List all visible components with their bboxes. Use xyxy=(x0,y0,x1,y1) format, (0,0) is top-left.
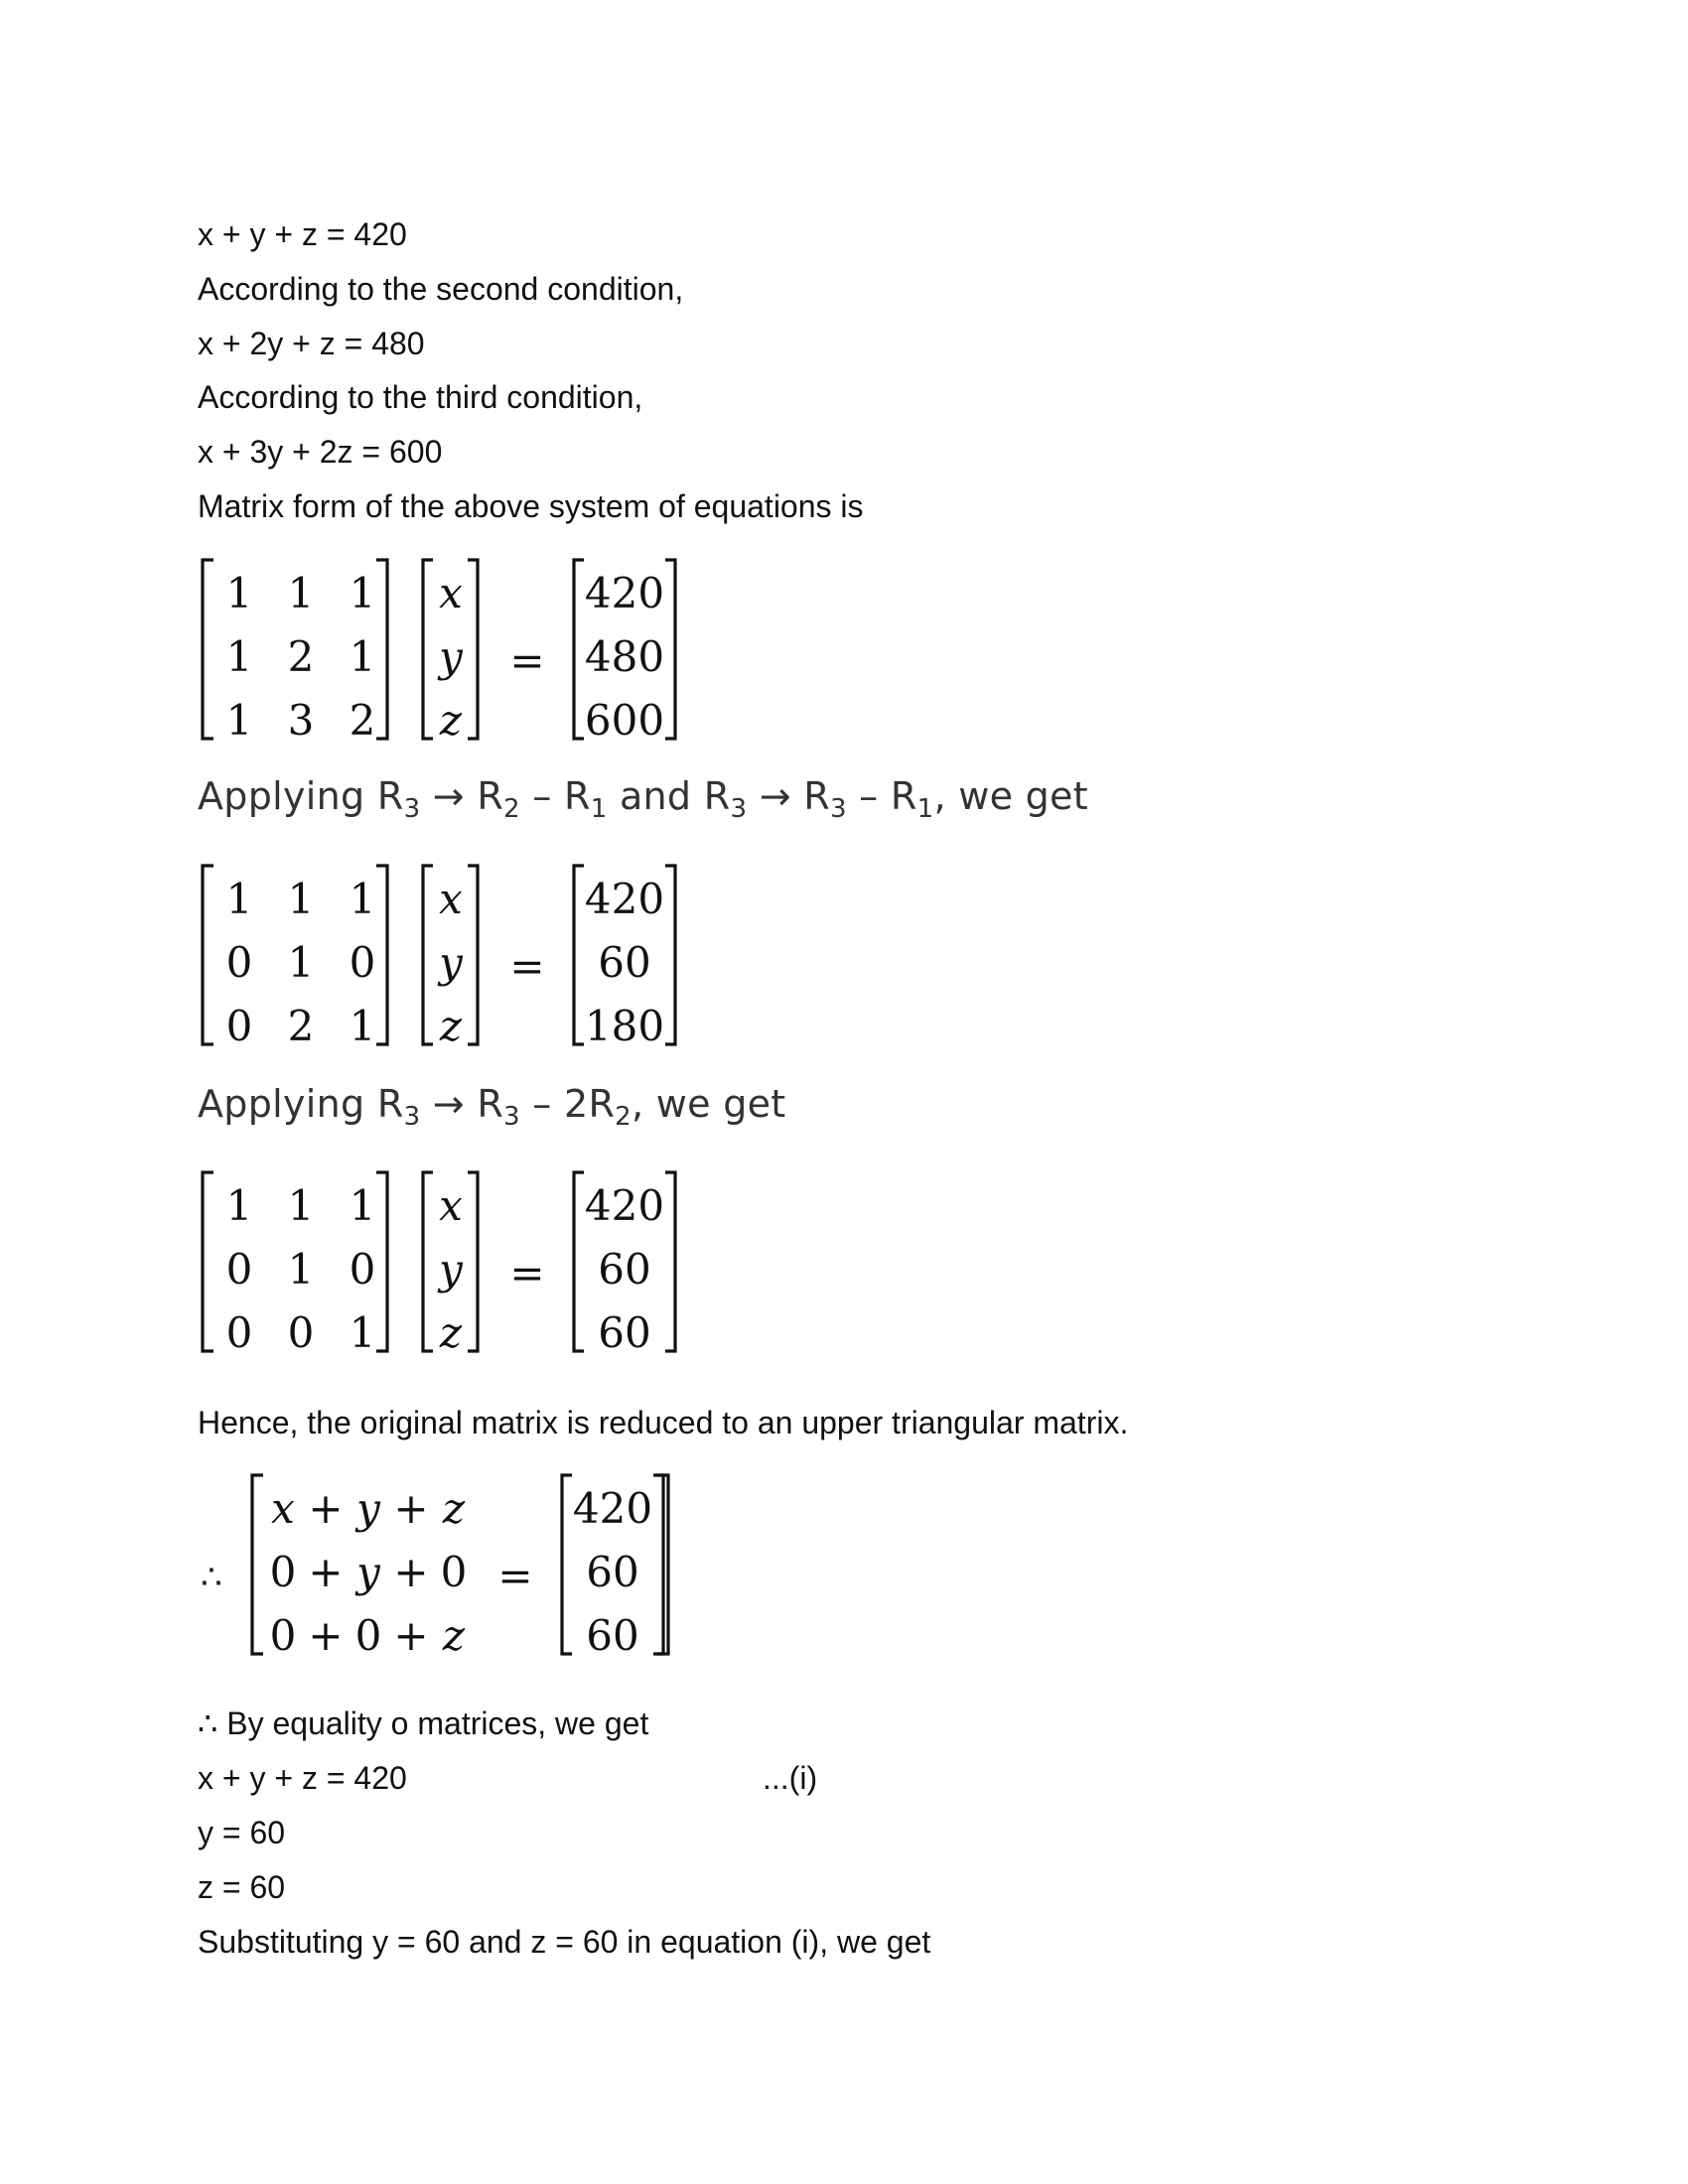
constant-value: 420 xyxy=(572,1484,653,1533)
matrix-form-text: Matrix form of the above system of equations is xyxy=(198,488,864,524)
bracket xyxy=(423,1172,433,1351)
we-get-text: , we get xyxy=(632,1082,786,1126)
matrix-cell: 1 xyxy=(225,569,253,617)
matrix-cell: 1 xyxy=(287,1245,315,1294)
bracket xyxy=(574,560,584,739)
matrix-equation-4 xyxy=(198,1469,893,1660)
matrix-cell: 0 xyxy=(225,1245,253,1294)
matrix-equation-3 xyxy=(198,1166,714,1357)
row-symbol: R xyxy=(703,774,731,818)
matrix-cell: 1 xyxy=(225,632,253,681)
bracket xyxy=(468,560,478,739)
equation-second-condition: x + 2y + z = 480 xyxy=(198,326,425,361)
vector-variable: y xyxy=(439,1245,463,1294)
vector-variable: z xyxy=(439,1308,463,1357)
vector-variable: z xyxy=(439,1002,463,1050)
vector-variable: y xyxy=(439,632,463,681)
row-symbol: R xyxy=(890,774,917,818)
row-symbol: R xyxy=(477,1082,504,1126)
matrix-cell: 0 xyxy=(225,938,253,987)
matrix-cell: 1 xyxy=(225,875,253,923)
expression-term: z xyxy=(442,1484,466,1533)
bracket xyxy=(252,1475,263,1654)
arrow-symbol: → xyxy=(759,774,791,818)
minus-symbol: – xyxy=(859,774,879,818)
row-index: 3 xyxy=(403,794,421,824)
constant-value: 420 xyxy=(584,875,665,923)
matrix-equation-2 xyxy=(198,860,714,1050)
bracket xyxy=(423,866,433,1044)
bracket xyxy=(203,1172,213,1351)
applying-word: Applying xyxy=(198,1082,365,1126)
matrix-cell: 0 xyxy=(349,1245,376,1294)
row-symbol: R xyxy=(803,774,830,818)
expression-term: y xyxy=(356,1548,380,1596)
expression-term: 0 xyxy=(269,1611,297,1660)
equals-sign: = xyxy=(509,942,545,991)
bracket xyxy=(423,560,433,739)
vector-variable: x xyxy=(439,875,463,923)
bracket xyxy=(376,1172,387,1351)
row-index: 3 xyxy=(730,794,748,824)
bracket xyxy=(665,1172,675,1351)
constant-value: 60 xyxy=(586,1611,639,1660)
bracket xyxy=(376,866,387,1044)
row-index: 2 xyxy=(503,794,520,824)
expression-term: y xyxy=(356,1484,380,1533)
equals-sign: = xyxy=(509,636,545,685)
substitution-text: Substituting y = 60 and z = 60 in equation (i), we get xyxy=(198,1924,931,1960)
expression-term: z xyxy=(442,1611,466,1660)
matrix-cell: 2 xyxy=(349,696,376,745)
matrix-cell: 1 xyxy=(349,632,376,681)
matrix-equation-3-svg xyxy=(198,1166,714,1357)
bracket xyxy=(203,866,213,1044)
constant-value: 420 xyxy=(584,569,665,617)
matrix-cell: 1 xyxy=(287,1181,315,1230)
matrix-cell: 1 xyxy=(349,569,376,617)
matrix-cell: 1 xyxy=(225,696,253,745)
result-equation-3: z = 60 xyxy=(198,1869,286,1905)
equality-of-matrices-text: ∴ By equality o matrices, we get xyxy=(198,1706,649,1741)
matrix-cell: 1 xyxy=(349,1002,376,1050)
bracket xyxy=(574,866,584,1044)
constant-value: 60 xyxy=(586,1548,639,1596)
matrix-cell: 2 xyxy=(287,1002,315,1050)
matrix-cell: 1 xyxy=(287,569,315,617)
constant-value: 60 xyxy=(598,1245,651,1294)
minus-symbol: – xyxy=(532,1082,552,1126)
expression-term: x xyxy=(271,1484,295,1533)
matrix-cell: 1 xyxy=(349,875,376,923)
equation-first-condition: x + y + z = 420 xyxy=(198,216,407,252)
bracket xyxy=(562,1475,572,1654)
applying-word: Applying xyxy=(198,774,365,818)
arrow-symbol: → xyxy=(432,1082,465,1126)
matrix-cell: 1 xyxy=(225,1181,253,1230)
bracket xyxy=(376,560,387,739)
bracket xyxy=(468,1172,478,1351)
matrix-cell: 3 xyxy=(287,696,315,745)
plus-sign: + xyxy=(393,1548,429,1596)
expression-term: 0 xyxy=(354,1611,382,1660)
row-operation-step-1 xyxy=(198,772,1088,824)
matrix-cell: 1 xyxy=(349,1181,376,1230)
constant-value: 420 xyxy=(584,1181,665,1230)
equation-third-condition: x + 3y + 2z = 600 xyxy=(198,434,443,470)
result-equation-1 xyxy=(198,1758,818,1798)
plus-sign: + xyxy=(308,1484,344,1533)
vector-variable: x xyxy=(439,569,463,617)
row-operation-step-2 xyxy=(198,1080,786,1132)
row-symbol: R xyxy=(563,774,591,818)
matrix-cell: 1 xyxy=(287,875,315,923)
matrix-equation-4-svg xyxy=(198,1469,893,1660)
bracket xyxy=(653,1475,663,1654)
row-symbol: R xyxy=(376,774,404,818)
expression-term: 0 xyxy=(269,1548,297,1596)
row-index: 2 xyxy=(615,1102,633,1132)
minus-symbol: – xyxy=(532,774,552,818)
we-get-text: , we get xyxy=(933,774,1088,818)
bracket xyxy=(574,1172,584,1351)
row-symbol: 2R xyxy=(563,1082,616,1126)
constant-value: 60 xyxy=(598,938,651,987)
row-symbol: R xyxy=(376,1082,404,1126)
row-index: 3 xyxy=(503,1102,520,1132)
matrix-equation-1 xyxy=(198,554,714,745)
upper-triangular-text: Hence, the original matrix is reduced to an upper triangular matrix. xyxy=(198,1405,1129,1440)
bracket xyxy=(468,866,478,1044)
matrix-cell: 1 xyxy=(349,1308,376,1357)
result-equation-1-text: x + y + z = 420 xyxy=(198,1760,407,1796)
vector-variable: y xyxy=(439,938,463,987)
matrix-cell: 1 xyxy=(287,938,315,987)
constant-value: 60 xyxy=(598,1308,651,1357)
matrix-cell: 0 xyxy=(349,938,376,987)
third-condition-text: According to the third condition, xyxy=(198,379,643,415)
vector-variable: x xyxy=(439,1181,463,1230)
matrix-equation-1-svg xyxy=(198,554,714,745)
bracket xyxy=(665,560,675,739)
row-index: 3 xyxy=(403,1102,421,1132)
matrix-cell: 0 xyxy=(225,1002,253,1050)
plus-sign: + xyxy=(393,1611,429,1660)
row-index: 1 xyxy=(590,794,608,824)
constant-value: 180 xyxy=(584,1002,665,1050)
plus-sign: + xyxy=(393,1484,429,1533)
matrix-equation-2-svg xyxy=(198,860,714,1050)
therefore-symbol: ∴ xyxy=(201,1558,222,1597)
constant-value: 600 xyxy=(584,696,665,745)
plus-sign: + xyxy=(308,1548,344,1596)
and-word: and xyxy=(619,774,692,818)
bracket xyxy=(203,560,213,739)
vector-variable: z xyxy=(439,696,463,745)
equals-sign: = xyxy=(509,1249,545,1297)
equation-tag: ...(i) xyxy=(763,1760,818,1796)
matrix-cell: 0 xyxy=(287,1308,315,1357)
row-index: 3 xyxy=(829,794,847,824)
arrow-symbol: → xyxy=(432,774,465,818)
bracket xyxy=(665,866,675,1044)
second-condition-text: According to the second condition, xyxy=(198,271,684,307)
equals-sign: = xyxy=(497,1552,533,1600)
constant-value: 480 xyxy=(584,632,665,681)
row-index: 1 xyxy=(916,794,934,824)
expression-term: 0 xyxy=(440,1548,468,1596)
matrix-cell: 2 xyxy=(287,632,315,681)
matrix-cell: 0 xyxy=(225,1308,253,1357)
plus-sign: + xyxy=(308,1611,344,1660)
row-symbol: R xyxy=(477,774,504,818)
result-equation-2: y = 60 xyxy=(198,1815,286,1850)
